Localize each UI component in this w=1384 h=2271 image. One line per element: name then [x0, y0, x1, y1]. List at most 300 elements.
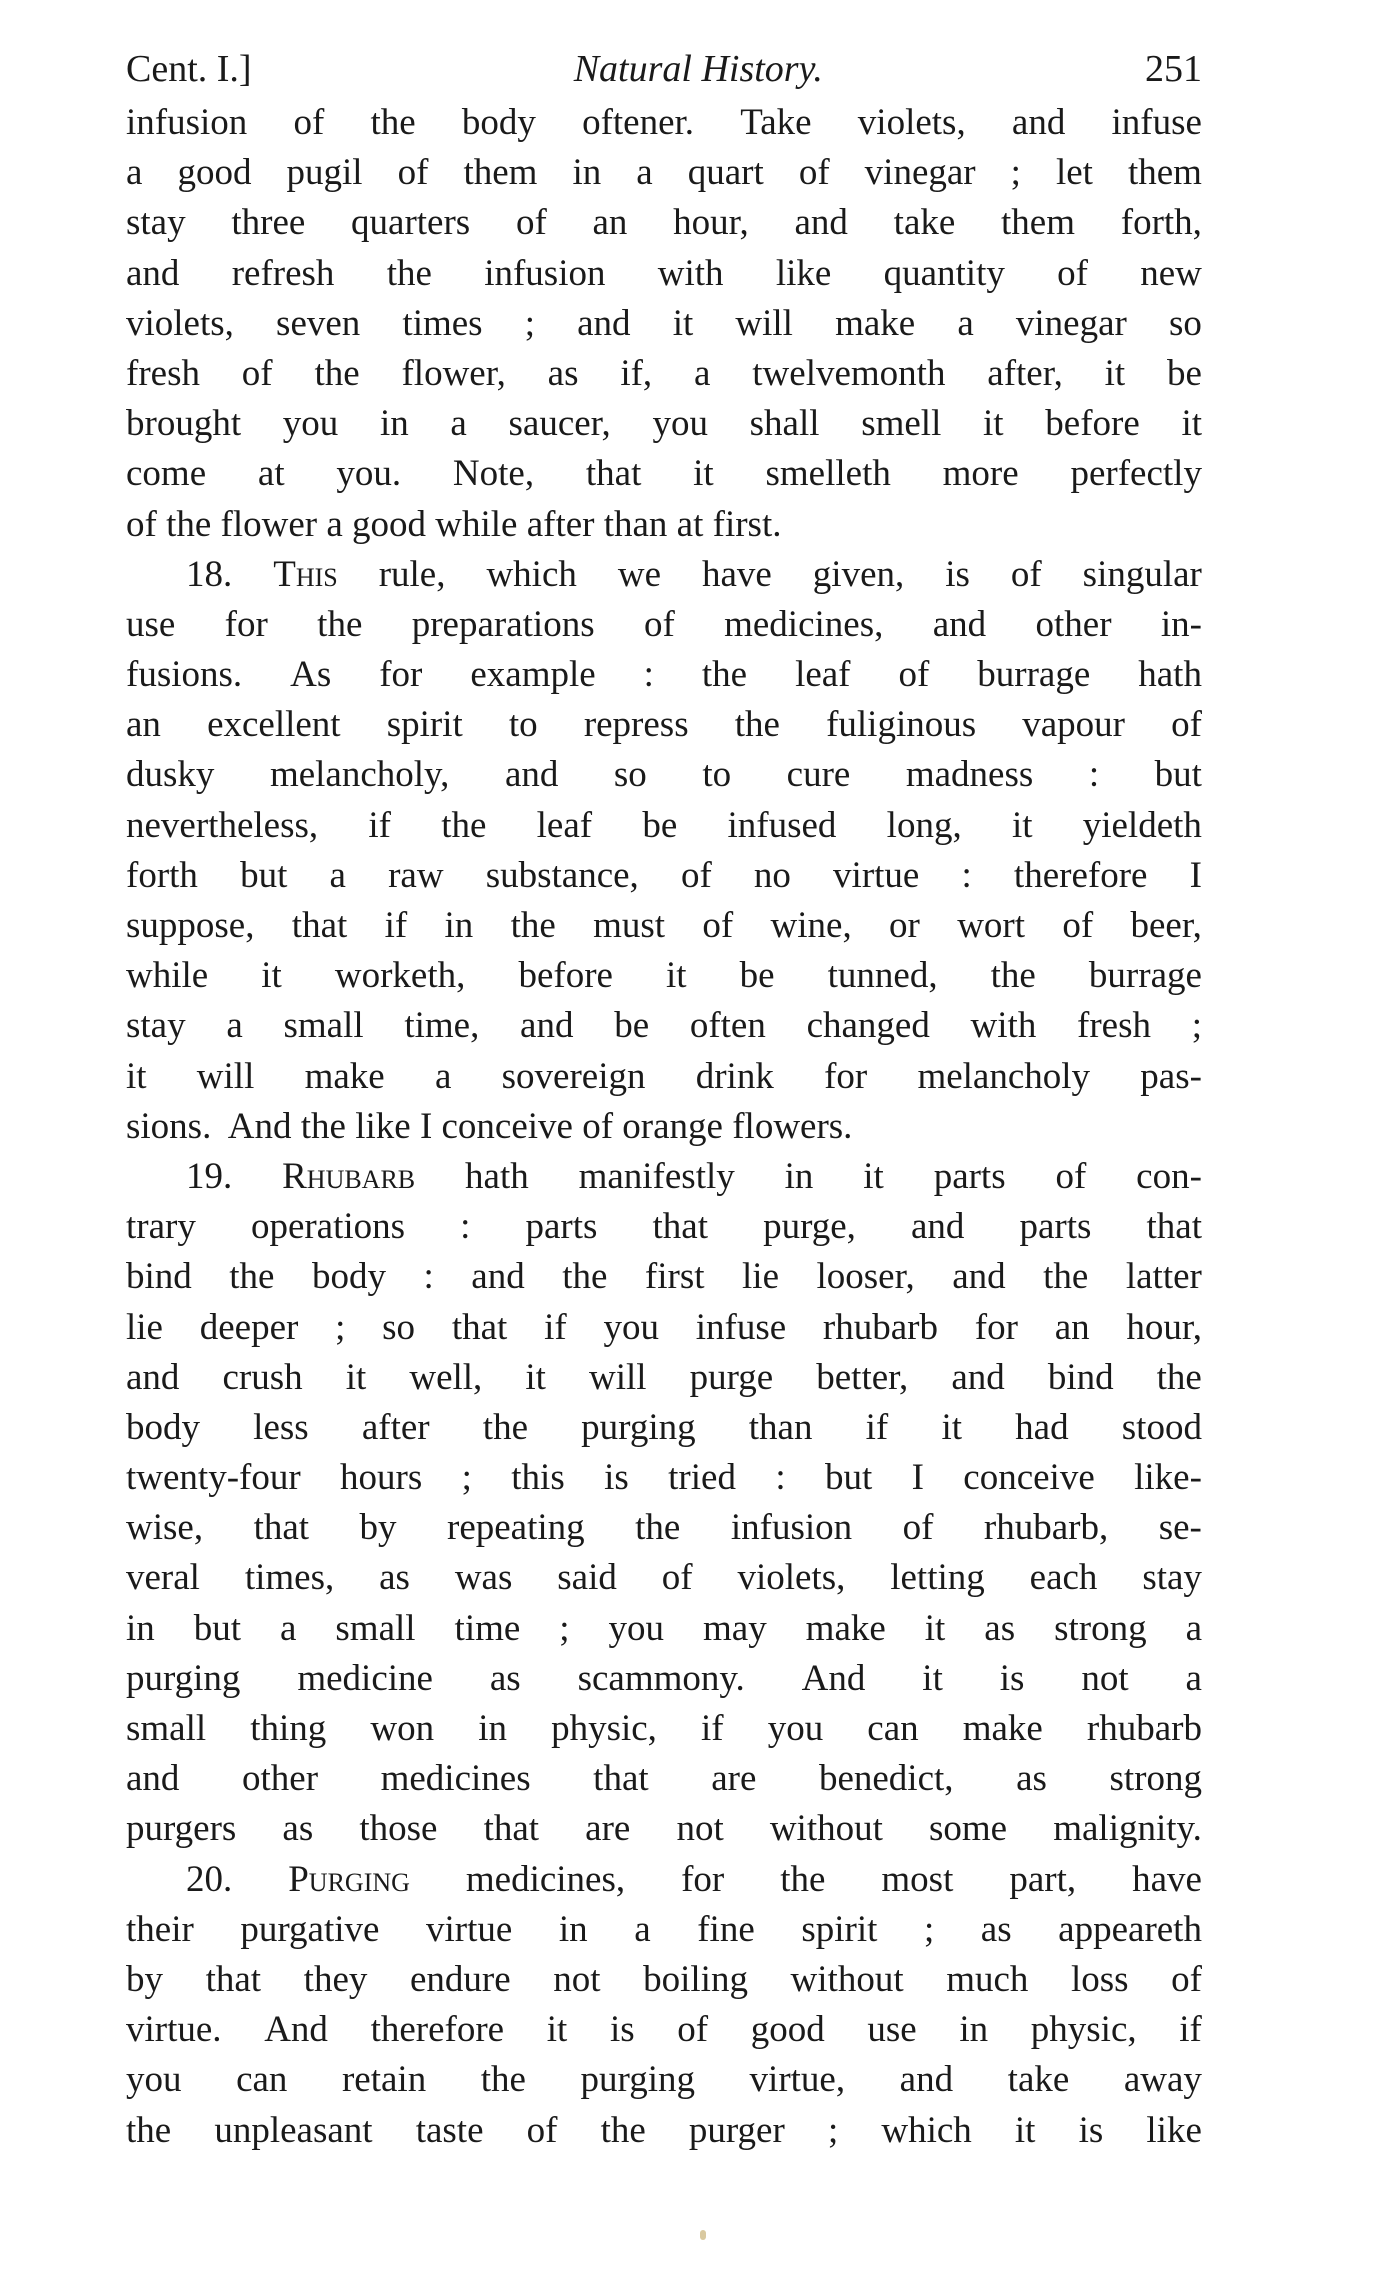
word: hour,: [1126, 1306, 1202, 1348]
word: it: [126, 1055, 147, 1097]
word: before: [518, 955, 613, 997]
word: that: [1146, 1206, 1202, 1248]
word: as: [1016, 1758, 1047, 1800]
word: ;: [923, 1908, 935, 1950]
word: it: [924, 1607, 946, 1649]
word: it: [1104, 352, 1126, 394]
word: sovereign: [501, 1055, 646, 1097]
word: is: [999, 1657, 1025, 1699]
word: an: [126, 704, 161, 746]
word: malignity.: [1053, 1808, 1202, 1850]
text-line: [126, 1152, 1202, 1202]
word: that: [593, 1758, 649, 1800]
text-line: [126, 1804, 1202, 1854]
word: fusions.: [126, 654, 243, 696]
word: by: [126, 1958, 163, 2000]
word: not: [1081, 1657, 1129, 1699]
word: which: [486, 553, 577, 595]
word: quarters: [351, 202, 471, 244]
word: hath: [465, 1155, 529, 1197]
word: a: [636, 152, 653, 194]
word: make: [962, 1708, 1043, 1749]
word: And: [264, 2009, 328, 2051]
word: wine,: [770, 905, 852, 946]
word: often: [689, 1005, 766, 1047]
word: you.: [336, 453, 402, 495]
word: not: [553, 1958, 601, 2000]
word: a: [450, 403, 467, 445]
word: of: [241, 352, 273, 394]
word: an: [592, 202, 628, 244]
word: body: [126, 1406, 200, 1448]
word: can: [236, 2059, 288, 2101]
word: if: [384, 905, 408, 946]
word: changed: [806, 1005, 930, 1047]
word: their: [126, 1908, 194, 1950]
word: of: [898, 654, 930, 696]
word: while: [126, 955, 209, 997]
word: seven: [276, 302, 361, 344]
word: of: [677, 2009, 709, 2051]
word: the: [370, 102, 416, 143]
word: I: [1189, 854, 1202, 896]
word: or: [889, 905, 920, 946]
word: more: [942, 453, 1019, 495]
word: it: [1014, 2109, 1036, 2151]
word: in-: [1160, 603, 1202, 645]
word: have: [701, 553, 772, 595]
word: madness: [905, 754, 1034, 796]
word: purgers: [126, 1808, 237, 1850]
word: let: [1055, 152, 1093, 194]
word: good: [750, 2009, 825, 2051]
word: as: [489, 1657, 521, 1699]
text-line: [126, 449, 1202, 499]
word: have: [1132, 1858, 1202, 1900]
word: an: [1054, 1306, 1090, 1348]
word: appeareth: [1058, 1908, 1202, 1950]
word: infusion: [126, 102, 248, 143]
word: And: [801, 1657, 866, 1699]
word: fresh: [1077, 1005, 1151, 1047]
word: take: [1007, 2059, 1070, 2101]
word: and: [504, 754, 559, 796]
word: a: [329, 854, 346, 896]
word: so: [382, 1306, 416, 1348]
word: with: [657, 252, 724, 294]
word: time,: [404, 1005, 480, 1047]
word: and: [932, 603, 987, 645]
word: therefore: [370, 2009, 505, 2051]
word: virtue: [426, 1908, 513, 1950]
word: was: [454, 1557, 513, 1599]
word: body: [461, 102, 536, 143]
page-number: 251: [1144, 48, 1202, 90]
word: saucer,: [508, 403, 611, 445]
word: times,: [244, 1557, 335, 1599]
word: scammony.: [577, 1657, 745, 1699]
word: the: [734, 704, 780, 746]
word: virtue,: [749, 2059, 846, 2101]
text-line: [126, 1303, 1202, 1353]
word: and: [899, 2059, 954, 2101]
word: this: [511, 1457, 565, 1499]
word: rhubarb: [1086, 1708, 1202, 1749]
word: after: [361, 1406, 430, 1448]
word: physic,: [551, 1708, 657, 1749]
word: of: [1171, 704, 1202, 746]
word: of: [902, 1507, 934, 1549]
word: it: [546, 2009, 568, 2051]
word: wort: [957, 905, 1026, 946]
word: medicines,: [465, 1858, 626, 1900]
word: ;: [559, 1607, 570, 1649]
word: fine: [697, 1908, 755, 1950]
word: violets,: [126, 302, 234, 344]
word: a: [957, 302, 974, 344]
word: Note,: [452, 453, 535, 495]
word: dusky: [126, 754, 215, 796]
text-line: [126, 1905, 1202, 1955]
text-line: [126, 951, 1202, 1001]
word: ;: [461, 1457, 472, 1499]
word: given,: [812, 553, 905, 595]
word: had: [1015, 1406, 1069, 1448]
word: some: [929, 1808, 1008, 1850]
word: fuliginous: [826, 704, 977, 746]
word: of: [643, 603, 675, 645]
word: of: [1055, 1155, 1087, 1197]
paragraph-lead-word: This: [273, 553, 338, 595]
word: other: [1035, 603, 1112, 645]
word: small: [126, 1708, 207, 1749]
word: as: [379, 1557, 410, 1599]
word: make: [304, 1055, 385, 1097]
word: not: [676, 1808, 724, 1850]
text-line: [126, 349, 1202, 399]
text-line: [126, 1855, 1202, 1905]
word: infusion: [484, 252, 606, 294]
word: if,: [620, 352, 653, 394]
word: unpleasant: [214, 2109, 373, 2151]
word: spirit: [801, 1908, 878, 1950]
word: use: [126, 603, 176, 645]
word: so: [613, 754, 647, 796]
word: of: [680, 854, 712, 896]
word: will: [196, 1055, 255, 1097]
word: in: [959, 2009, 989, 2051]
word: melancholy: [917, 1055, 1091, 1097]
word: of: [515, 202, 547, 244]
word: and: [1011, 102, 1066, 143]
word: is: [604, 1457, 629, 1499]
word: of: [526, 2109, 558, 2151]
word: the: [480, 2059, 526, 2101]
word: :: [423, 1256, 434, 1298]
word: shall: [749, 403, 820, 445]
text-line: [126, 2055, 1202, 2105]
word: infuse: [1111, 102, 1202, 143]
word: therefore: [1013, 854, 1148, 896]
word: you: [767, 1708, 824, 1749]
word: be: [614, 1005, 650, 1047]
word: good: [177, 152, 252, 194]
word: trary: [126, 1206, 196, 1248]
word: purgative: [240, 1908, 380, 1950]
word: it: [1011, 804, 1033, 846]
word: brought: [126, 403, 242, 445]
word: retain: [341, 2059, 427, 2101]
word: endure: [409, 1958, 511, 2000]
word: operations: [250, 1206, 406, 1248]
word: oftener.: [582, 102, 695, 143]
word: by: [359, 1507, 397, 1549]
word: that: [652, 1206, 708, 1248]
word: looser,: [816, 1256, 915, 1298]
word: hours: [340, 1457, 423, 1499]
word: with: [970, 1005, 1037, 1047]
word: in: [379, 403, 409, 445]
word: medicine: [297, 1657, 433, 1699]
word: body: [311, 1256, 386, 1298]
word: for: [974, 1306, 1018, 1348]
word: leaf: [536, 804, 593, 846]
word: like: [1146, 2109, 1202, 2151]
word: that: [253, 1507, 310, 1549]
word: lie: [742, 1256, 779, 1298]
word: and: [951, 1356, 1005, 1398]
word: make: [805, 1607, 886, 1649]
word: in: [126, 1607, 155, 1649]
text-line: [126, 1001, 1202, 1051]
word: :: [961, 854, 972, 896]
word: will: [588, 1356, 647, 1398]
word: infuse: [695, 1306, 787, 1348]
word: it: [261, 955, 282, 997]
word: part,: [1009, 1858, 1077, 1900]
word: won: [370, 1708, 435, 1749]
word: stay: [126, 1005, 186, 1047]
word: the: [635, 1507, 681, 1549]
paragraph-lead-word: Purging: [288, 1858, 410, 1900]
word: of: [397, 152, 429, 194]
word: away: [1123, 2059, 1202, 2101]
word: most: [881, 1858, 954, 1900]
word: each: [1029, 1557, 1098, 1599]
word: a: [126, 152, 143, 194]
word: it: [922, 1657, 943, 1699]
word: of: [1062, 905, 1094, 946]
word: is: [1078, 2109, 1104, 2151]
paper-speck: [700, 2230, 706, 2240]
word: a: [1185, 1657, 1202, 1699]
text-line: [126, 901, 1202, 951]
word: :: [775, 1457, 786, 1499]
word: of: [1171, 1958, 1202, 2000]
word: like: [775, 252, 832, 294]
word: quart: [687, 152, 764, 194]
word: cure: [786, 754, 851, 796]
text-line: [126, 1955, 1202, 2005]
word: of: [1057, 252, 1088, 294]
word: the: [701, 654, 748, 696]
word: that: [451, 1306, 508, 1348]
word: forth: [126, 854, 198, 896]
word: that: [483, 1808, 540, 1850]
word: other: [242, 1758, 319, 1800]
word: purge,: [763, 1206, 856, 1248]
word: medicines,: [724, 603, 884, 645]
word: bind: [1047, 1356, 1114, 1398]
text-line: [126, 750, 1202, 800]
word: :: [643, 654, 654, 696]
word: twenty-four: [126, 1457, 301, 1499]
word: hath: [1138, 654, 1202, 696]
word: in: [444, 905, 474, 946]
word: them: [463, 152, 538, 194]
word: purging: [580, 2059, 695, 2101]
word: a: [226, 1005, 243, 1047]
word: violets,: [737, 1557, 846, 1599]
word: tried: [668, 1457, 736, 1499]
word: se-: [1158, 1507, 1202, 1549]
text-line: [126, 399, 1202, 449]
word: and: [126, 1758, 180, 1800]
word: latter: [1125, 1256, 1202, 1298]
word: after,: [987, 352, 1063, 394]
word: without: [790, 1958, 904, 2000]
word: without: [769, 1808, 883, 1850]
word: twelvemonth: [752, 352, 946, 394]
word: you: [652, 403, 708, 445]
word: raw: [388, 854, 444, 896]
word: you: [603, 1306, 659, 1348]
text-line: [126, 2106, 1202, 2156]
word: the: [990, 955, 1036, 997]
text-line: [126, 1252, 1202, 1302]
word: a: [1185, 1607, 1202, 1649]
text-line: [126, 1604, 1202, 1654]
word: vapour: [1022, 704, 1125, 746]
word: three: [231, 202, 306, 244]
word: ;: [827, 2109, 839, 2151]
text-line: [126, 550, 1202, 600]
word: example: [470, 654, 596, 696]
word: the: [600, 2109, 646, 2151]
word: first: [644, 1256, 705, 1298]
paragraph-number: 19.: [186, 1155, 233, 1197]
word: boiling: [643, 1958, 748, 2000]
word: the: [126, 2109, 172, 2151]
word: preparations: [411, 603, 595, 645]
word: ;: [335, 1306, 346, 1348]
word: manifestly: [578, 1155, 735, 1197]
word: it: [345, 1356, 367, 1398]
word: virtue: [833, 854, 920, 896]
text-line: [126, 2005, 1202, 2055]
word: come: [126, 453, 207, 495]
word: medicines: [380, 1758, 531, 1800]
word: I: [911, 1457, 924, 1499]
word: and: [126, 1356, 180, 1398]
word: smelleth: [765, 453, 891, 495]
text-line: [126, 1453, 1202, 1503]
word: but: [240, 854, 288, 896]
word: are: [585, 1808, 631, 1850]
word: and: [910, 1206, 965, 1248]
word: of: [798, 152, 830, 194]
word: substance,: [485, 854, 639, 896]
word: yieldeth: [1082, 804, 1202, 846]
word: may: [703, 1607, 767, 1649]
book-page: [126, 40, 1202, 2156]
word: of: [1010, 553, 1042, 595]
word: for: [681, 1858, 725, 1900]
word: small: [283, 1005, 364, 1047]
word: like-: [1134, 1457, 1202, 1499]
word: drink: [695, 1055, 774, 1097]
word: well,: [409, 1356, 483, 1398]
word: must: [593, 905, 666, 946]
word: ;: [524, 302, 535, 344]
word: wise,: [126, 1507, 204, 1549]
word: said: [557, 1557, 617, 1599]
word: they: [303, 1958, 368, 2000]
word: as: [984, 1607, 1016, 1649]
word: in: [558, 1908, 588, 1950]
word: pugil: [286, 152, 363, 194]
word: a: [694, 352, 711, 394]
text-line: [126, 700, 1202, 750]
word: repeating: [447, 1507, 585, 1549]
text-line: [126, 1102, 1202, 1152]
word: parts: [525, 1206, 598, 1248]
word: of: [293, 102, 325, 143]
word: them: [1001, 202, 1076, 244]
word: at: [257, 453, 285, 495]
word: crush: [222, 1356, 303, 1398]
word: the: [562, 1256, 608, 1298]
word: fresh: [126, 352, 200, 394]
word: to: [702, 754, 732, 796]
word: physic,: [1030, 2009, 1137, 2051]
word: it: [1181, 403, 1202, 445]
word: rhubarb: [822, 1306, 938, 1348]
word: pas-: [1140, 1055, 1202, 1097]
word: singular: [1082, 553, 1202, 595]
paragraph-number: 18.: [186, 553, 233, 595]
word: stood: [1121, 1406, 1202, 1448]
word: in: [478, 1708, 507, 1749]
word: if: [865, 1406, 889, 1448]
word: make: [835, 302, 916, 344]
word: for: [379, 654, 423, 696]
text-line: [126, 1654, 1202, 1704]
word: as: [547, 352, 579, 394]
text-line: [126, 198, 1202, 248]
text-line: [126, 1202, 1202, 1252]
word: benedict,: [818, 1758, 954, 1800]
word: the: [314, 352, 360, 394]
word: for: [824, 1055, 868, 1097]
word: time: [454, 1607, 521, 1649]
word: parts: [1019, 1206, 1092, 1248]
word: than: [748, 1406, 813, 1448]
word: of: [661, 1557, 693, 1599]
word: violets,: [857, 102, 966, 143]
word: as: [980, 1908, 1012, 1950]
word: tunned,: [827, 955, 938, 997]
